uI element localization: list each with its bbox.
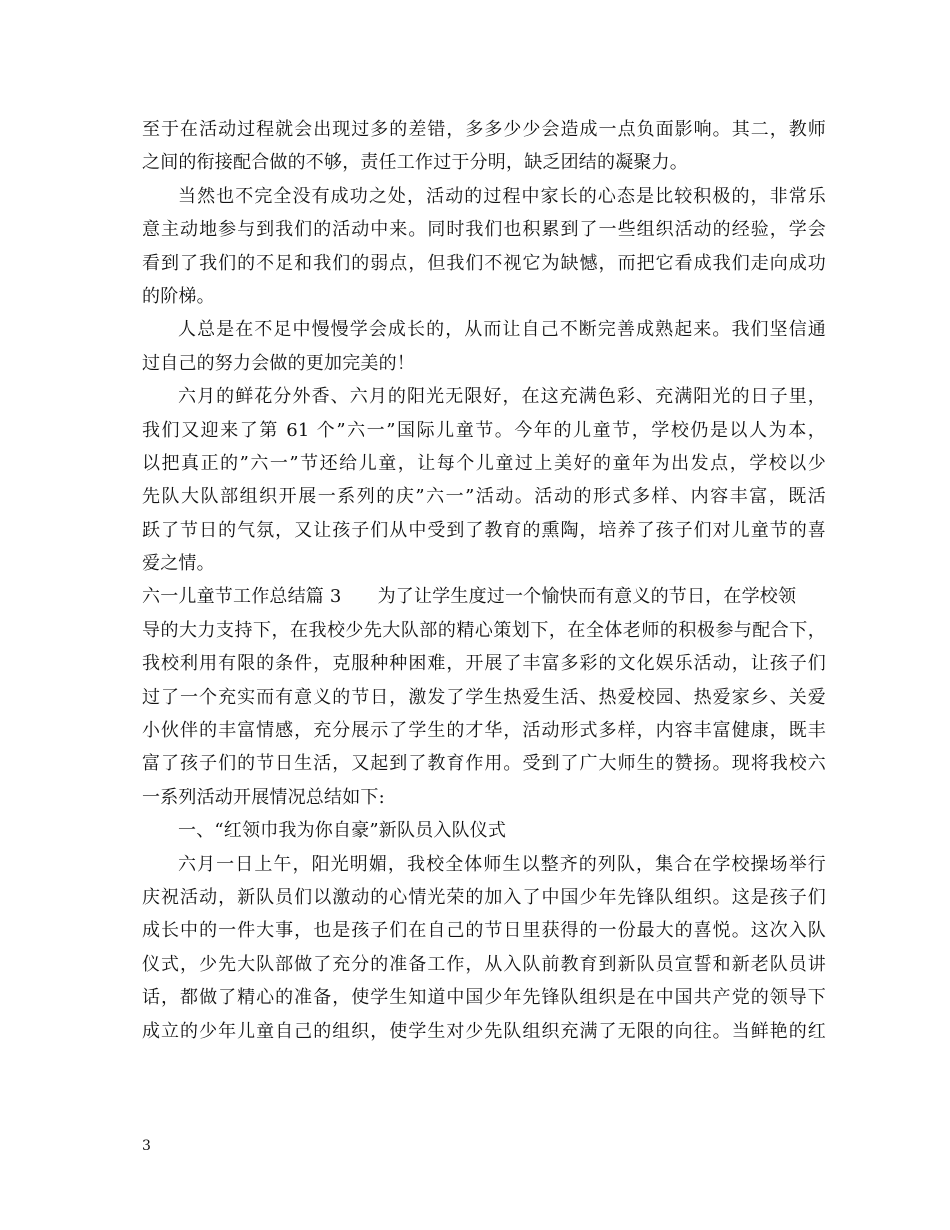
text-line: 过自己的努力会做的更加完美的！ (142, 352, 415, 374)
text-line: 导的大力支持下，在我校少先大队部的精心策划下，在全体老师的积极参与配合下， (142, 619, 826, 641)
text-line: 富了孩子们的节日生活，又起到了教育作用。受到了广大师生的赞扬。现将我校六 (142, 753, 826, 775)
text-line: 我校利用有限的条件，克服种种困难，开展了丰富多彩的文化娱乐活动，让孩子们 (142, 653, 826, 675)
section-heading-line (142, 580, 826, 613)
text-line: 一系列活动开展情况总结如下: (142, 786, 385, 808)
text-line: 至于在活动过程就会出现过多的差错，多多少少会造成一点负面影响。其二，教师 (142, 119, 826, 140)
text-line: 我们又迎来了第 61 个”六一”国际儿童节。今年的儿童节，学校仍是以人为本， (142, 419, 826, 441)
text-line: 话，都做了精心的准备，使学生知道中国少年先锋队组织是在中国共产党的领导下 (142, 987, 826, 1009)
document-body (142, 113, 826, 1048)
text-line: 人总是在不足中慢慢学会成长的，从而让自己不断完善成熟起来。我们坚信通 (178, 319, 826, 341)
section-heading: 六一儿童节工作总结篇 3 (142, 586, 342, 608)
text-line: 成立的少年儿童自己的组织，使学生对少先队组织充满了无限的向往。当鲜艳的红 (142, 1020, 826, 1042)
text-line: 的阶梯。 (142, 285, 215, 307)
text-line: 之间的衔接配合做的不够，责任工作过于分明，缺乏团结的凝聚力。 (142, 152, 688, 174)
text-line: 仪式，少先大队部做了充分的准备工作，从入队前教育到新队员宣誓和新老队员讲 (142, 953, 826, 975)
text-line: 看到了我们的不足和我们的弱点，但我们不视它为缺憾，而把它看成我们走向成功 (142, 252, 826, 274)
page-number: 3 (142, 1138, 151, 1154)
text-line: 爱之情。 (142, 553, 215, 575)
text-line: 成长中的一件大事，也是孩子们在自己的节日里获得的一份最大的喜悦。这次入队 (142, 920, 826, 942)
text-line: 当然也不完全没有成功之处，活动的过程中家长的心态是比较积极的，非常乐 (178, 185, 826, 207)
section-heading-continuation: 为了让学生度过一个愉快而有意义的节日，在学校领 (377, 586, 797, 608)
subheading-line: 一、“红领巾我为你自豪”新队员入队仪式 (178, 820, 507, 842)
text-line: 六月一日上午，阳光明媚，我校全体师生以整齐的列队，集合在学校操场举行 (178, 853, 826, 875)
text-line: 意主动地参与到我们的活动中来。同时我们也积累到了一些组织活动的经验，学会 (142, 219, 826, 241)
text-line: 小伙伴的丰富情感，充分展示了学生的才华，活动形式多样，内容丰富健康，既丰 (142, 720, 826, 742)
text-line: 跃了节日的气氛，又让孩子们从中受到了教育的熏陶，培养了孩子们对儿童节的喜 (142, 519, 826, 541)
text-line: 庆祝活动，新队员们以激动的心情光荣的加入了中国少年先锋队组织。这是孩子们 (142, 886, 826, 908)
text-line: 先队大队部组织开展一系列的庆”六一”活动。活动的形式多样、内容丰富，既活 (142, 486, 826, 508)
text-line: 以把真正的”六一”节还给儿童，让每个儿童过上美好的童年为出发点，学校以少 (142, 452, 826, 474)
text-line: 过了一个充实而有意义的节日，激发了学生热爱生活、热爱校园、热爱家乡、关爱 (142, 686, 826, 708)
text-line: 六月的鲜花分外香、六月的阳光无限好，在这充满色彩、充满阳光的日子里， (178, 386, 826, 408)
